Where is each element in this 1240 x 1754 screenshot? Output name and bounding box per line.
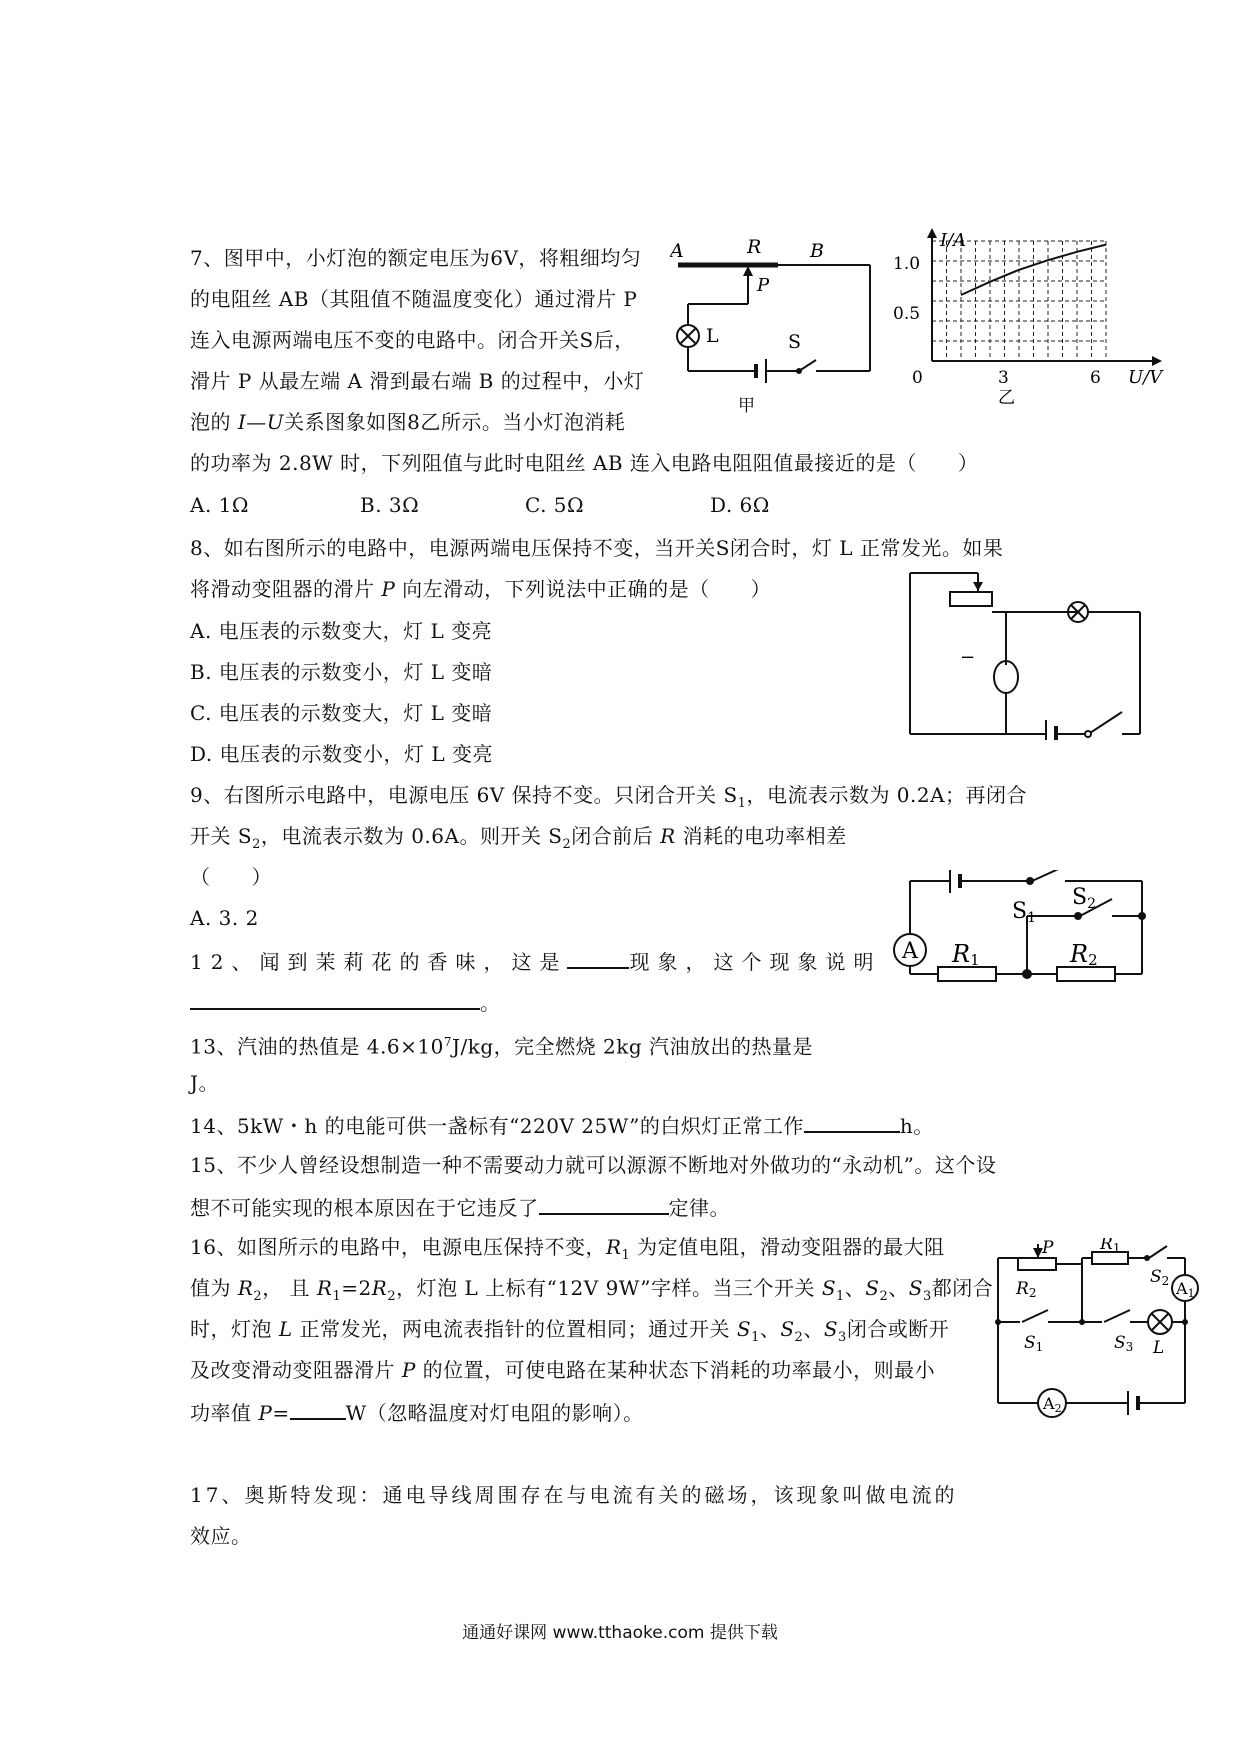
s1-label: S1 — [1024, 1333, 1044, 1354]
q8-option-c[interactable]: C. 电压表的示数变大，灯 L 变暗 — [190, 701, 493, 725]
q15-line2: 想不可能实现的根本原因在于它违反了 定律。 — [190, 1191, 730, 1223]
q16-circuit — [990, 1238, 1205, 1418]
switch-s1-label: S1 — [1012, 899, 1036, 926]
q9-line3: （ ） — [190, 865, 272, 889]
label-a: A — [670, 240, 684, 262]
q12-line2: 。 — [190, 986, 501, 1018]
x-axis-label: U/V — [1128, 367, 1163, 388]
q7-options — [190, 490, 770, 520]
q8-option-d[interactable]: D. 电压表的示数变小，灯 L 变亮 — [190, 742, 494, 766]
q17-line2: 效应。 — [190, 1524, 252, 1548]
q7-line2: 的电阻丝 AB（其阻值不随温度变化）通过滑片 P — [190, 287, 638, 311]
q8-option-b[interactable]: B. 电压表的示数变小，灯 L 变暗 — [190, 660, 493, 684]
x-tick-3: 3 — [998, 368, 1009, 388]
q7-option-c[interactable]: C. 5Ω — [525, 493, 585, 517]
ammeter-a2-label: A2 — [1043, 1394, 1062, 1415]
graph-grid — [932, 241, 1106, 361]
q17-line1: 17、奥斯特发现：通电导线周围存在与电流有关的磁场，该现象叫做电流的 — [190, 1483, 958, 1507]
y-tick-1-0: 1.0 — [893, 254, 921, 274]
y-tick-0-5: 0.5 — [893, 304, 921, 324]
x-tick-6: 6 — [1090, 368, 1101, 388]
q7-line3: 连入电源两端电压不变的电路中。闭合开关S后， — [190, 328, 635, 352]
q8-line1: 8、如右图所示的电路中，电源两端电压保持不变，当开关S闭合时，灯 L 正常发光。如果 — [190, 536, 1004, 560]
q12-blank1[interactable] — [567, 945, 629, 969]
q9-option-a[interactable]: A. 3. 2 — [190, 906, 259, 930]
slider-p-label: P — [1042, 1238, 1054, 1258]
q16-line3: 时，灯泡 L 正常发光，两电流表指针的位置相同；通过开关 $S_1$、$S_2$、$S_3$闭合或断开 — [190, 1317, 950, 1345]
q15-line1: 15、不少人曾经设想制造一种不需要动力就可以源源不断地对外做功的“永动机”。这个设 — [190, 1153, 997, 1177]
ammeter-a-label: A — [902, 939, 918, 964]
lamp-l-label: L — [1153, 1338, 1165, 1358]
q7-line6: 的功率为 2.8W 时，下列阻值与此时电阻丝 AB 连入电路电阻阻值最接近的是（ ） — [190, 451, 979, 475]
q13-line1: 13、汽油的热值是 $4.6\times 10^7J/kg$，完全燃烧 2kg 汽油放出的热量是 — [190, 1034, 814, 1059]
s2-label: S2 — [1150, 1267, 1170, 1288]
q12-blank2[interactable] — [190, 986, 480, 1010]
r2-label: R2 — [1016, 1279, 1037, 1300]
q16-line1: 16、如图所示的电路中，电源电压保持不变，$R_1$ 为定值电阻，滑动变阻器的最大阻 — [190, 1235, 945, 1263]
minus-sign: − — [960, 647, 976, 668]
q7-option-d[interactable]: D. 6Ω — [710, 493, 770, 517]
q16-line4: 及改变滑动变阻器滑片 P 的位置，可使电路在某种状态下消耗的功率最小，则最小 — [190, 1358, 936, 1382]
label-r: R — [747, 236, 762, 258]
label-b: B — [810, 240, 824, 262]
switch-s2-label: S2 — [1072, 885, 1096, 912]
s3-label: S3 — [1114, 1333, 1134, 1354]
q8-option-a[interactable]: A. 电压表的示数变大，灯 L 变亮 — [190, 619, 493, 643]
q9-circuit — [880, 870, 1160, 992]
q14-blank[interactable] — [804, 1109, 900, 1133]
q16-blank[interactable] — [290, 1396, 346, 1420]
q7-line1: 7、图甲中，小灯泡的额定电压为6V，将粗细均匀 — [190, 246, 642, 270]
q7-option-b[interactable]: B. 3Ω — [360, 493, 420, 517]
q16-line5: 功率值 P= W（忽略温度对灯电阻的影响）。 — [190, 1396, 644, 1428]
q7-option-a[interactable]: A. 1Ω — [190, 493, 249, 517]
q7-graph-yi — [880, 226, 1190, 416]
q9-line2: 开关 $S_2$，电流表示数为 0.6A。则开关 $S_2$闭合前后 R 消耗的电功率相差 — [190, 824, 847, 852]
q7-line5: 泡的 I—U关系图象如图8乙所示。当小灯泡消耗 — [190, 410, 626, 434]
q14-line1: 14、5kW・h 的电能可供一盏标有“220V 25W”的白炽灯正常工作 h。 — [190, 1109, 934, 1141]
resistor-r1-label: R1 — [952, 940, 980, 969]
r1-label: R1 — [1100, 1238, 1121, 1255]
caption-jia: 甲 — [738, 396, 755, 416]
label-s: S — [788, 331, 802, 353]
ammeter-a1-label: A1 — [1176, 1279, 1195, 1300]
q15-blank[interactable] — [539, 1191, 669, 1215]
q13-line2: J。 — [190, 1071, 220, 1095]
q8-circuit — [900, 570, 1160, 740]
q12-line1: 12、闻到茉莉花的香味，这是 现象，这个现象说明 — [190, 945, 881, 977]
q9-line1: 9、右图所示电路中，电源电压 6V 保持不变。只闭合开关 $S_1$，电流表示数为 0.2A；再闭合 — [190, 783, 1028, 811]
resistor-r2-label: R2 — [1070, 940, 1098, 969]
q8-line2: 将滑动变阻器的滑片 P 向左滑动，下列说法中正确的是（ ） — [190, 577, 772, 601]
label-p: P — [757, 275, 770, 296]
footer-credit: 通通好课网 www.tthaoke.com 提供下载 — [462, 1623, 778, 1643]
q16-line2: 值为 $R_2$， 且 $R_1=2R_2$，灯泡 L 上标有“12V 9W”字样。当三个开关 $S_1$、$S_2$、$S_3$都闭合 — [190, 1276, 994, 1304]
y-axis-label: I/A — [940, 230, 967, 251]
q7-line4: 滑片 P 从最左端 A 滑到最右端 B 的过程中，小灯 — [190, 369, 645, 393]
origin-label: 0 — [912, 368, 923, 388]
q7-circuit-jia — [670, 236, 880, 416]
label-l: L — [706, 325, 719, 347]
caption-yi: 乙 — [998, 388, 1015, 408]
